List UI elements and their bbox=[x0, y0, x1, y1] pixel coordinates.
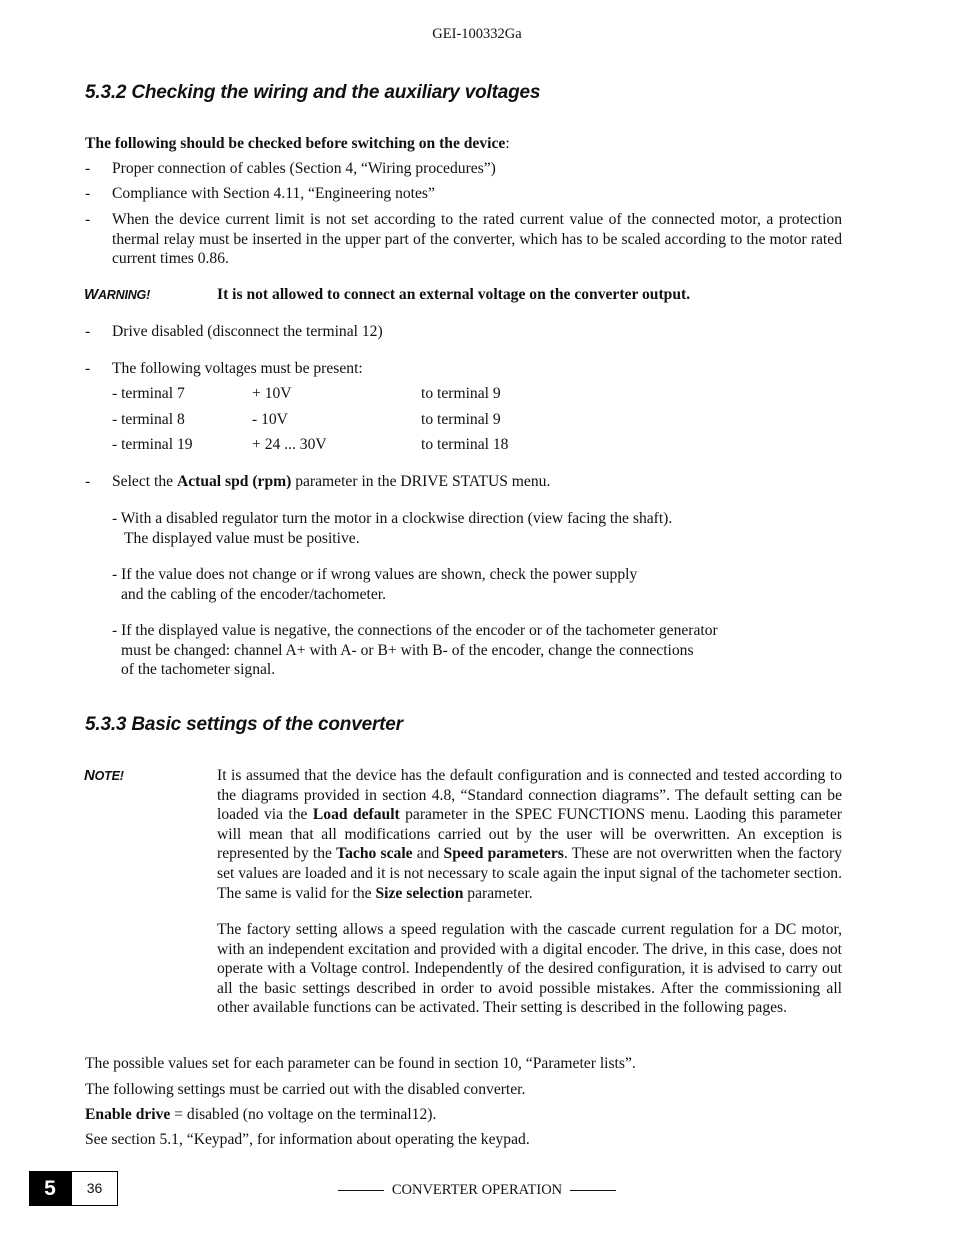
check-text: Proper connection of cables (Section 4, “Wiring procedures”) bbox=[112, 160, 496, 177]
parameter-name: Actual spd (rpm) bbox=[176, 473, 292, 490]
bullet-dash: - bbox=[85, 185, 91, 202]
voltage-reference: to terminal 18 bbox=[421, 436, 509, 453]
check-text: When the device current limit is not set according to the rated current value of the connected motor, a protection thermal relay must be inserted in the upper part of the converter, which has to be scaled according to the motor rated current times 0.86. bbox=[112, 211, 842, 268]
voltage-value: - 10V bbox=[252, 411, 288, 428]
section-title-533: 5.3.3 Basic settings of the converter bbox=[85, 714, 403, 735]
page-number: 36 bbox=[71, 1171, 118, 1206]
voltage-terminal: - terminal 7 bbox=[112, 385, 185, 402]
intro-bold: The following should be checked before switching on the device bbox=[85, 135, 506, 152]
enable-drive-parameter: Enable drive bbox=[85, 1106, 171, 1123]
voltage-value: + 10V bbox=[252, 385, 292, 402]
bullet-dash: - bbox=[85, 360, 91, 377]
bullet-dash: - bbox=[85, 473, 91, 490]
bullet-dash: - bbox=[85, 323, 91, 340]
voltages-intro: The following voltages must be present: bbox=[112, 360, 363, 377]
voltage-value: + 24 ... 30V bbox=[252, 436, 327, 453]
warning-text: It is not allowed to connect an external voltage on the converter output. bbox=[217, 286, 691, 303]
intro-colon: : bbox=[505, 135, 510, 152]
footer-section-label: CONVERTER OPERATION bbox=[0, 1181, 954, 1201]
voltage-reference: to terminal 9 bbox=[421, 385, 501, 402]
section-title-532: 5.3.2 Checking the wiring and the auxiliary voltages bbox=[85, 82, 541, 103]
sub-instruction: - If the value does not change or if wrong values are shown, check the power supply and the cabling of the encoder/tachometer. bbox=[112, 566, 638, 603]
voltage-row bbox=[112, 435, 612, 455]
voltage-terminal: - terminal 19 bbox=[112, 436, 193, 453]
chapter-tab: 5 bbox=[29, 1171, 71, 1206]
warning-label: WARNING! bbox=[84, 286, 151, 303]
document-code: GEI-100332Ga bbox=[432, 26, 522, 42]
check-text: Compliance with Section 4.11, “Engineering notes” bbox=[112, 185, 435, 202]
parameter-lists-line: The possible values set for each parameter can be found in section 10, “Parameter lists”. bbox=[85, 1055, 636, 1072]
note-label: NOTE! bbox=[84, 767, 124, 784]
note-paragraph-1: It is assumed that the device has the default configuration and is connected and tested according to the diagrams provided in section 4.8, “Standard connection diagrams”. The default setting can be loaded via the Load default parameter in the SPEC FUNCTIONS menu. Laoding this parameter will mean that all modifications carried out by the user will be overwritten. An exception is represented by the Tacho scale and Speed parameters. These are not overwritten when the factory set values are loaded and it is not necessary to scale again the input signal of the tachometer section. The same is valid for the Size selection parameter. bbox=[217, 767, 842, 902]
drive-disabled-text: Drive disabled (disconnect the terminal 12) bbox=[112, 323, 383, 340]
enable-drive-line: Enable drive = disabled (no voltage on the terminal12). bbox=[85, 1106, 437, 1123]
voltage-terminal: - terminal 8 bbox=[112, 411, 185, 428]
footer-rule-left bbox=[338, 1190, 384, 1191]
voltage-row bbox=[112, 384, 612, 404]
bullet-dash: - bbox=[85, 160, 91, 177]
sub-instruction: - If the displayed value is negative, the connections of the encoder or of the tachometer generator must be changed: channel A+ with A- or B+ with B- of the encoder, change the connections of the tachometer signal. bbox=[112, 622, 718, 679]
select-text: Select the Actual spd (rpm) parameter in the DRIVE STATUS menu. bbox=[112, 473, 551, 490]
sub-instruction: - With a disabled regulator turn the motor in a clockwise direction (view facing the shaft). The displayed value must be positive. bbox=[112, 510, 673, 547]
voltage-reference: to terminal 9 bbox=[421, 411, 501, 428]
intro-line bbox=[85, 134, 845, 154]
voltage-row bbox=[112, 410, 612, 430]
keypad-line: See section 5.1, “Keypad”, for information about operating the keypad. bbox=[85, 1131, 530, 1148]
disabled-converter-line: The following settings must be carried out with the disabled converter. bbox=[85, 1081, 526, 1098]
footer-rule-right bbox=[570, 1190, 616, 1191]
note-paragraph-2: The factory setting allows a speed regulation with the cascade current regulation for a DC motor, with an independent excitation and provided with a digital encoder. The drive, in this case, does not operate with a Voltage control. Independently of the desired configuration, it is advised to carry out all the basic settings described in order to avoid possible mistakes. After the commissioning all other available functions can be activated. Their setting is described in the following pages. bbox=[217, 921, 842, 1017]
bullet-dash: - bbox=[85, 211, 91, 228]
